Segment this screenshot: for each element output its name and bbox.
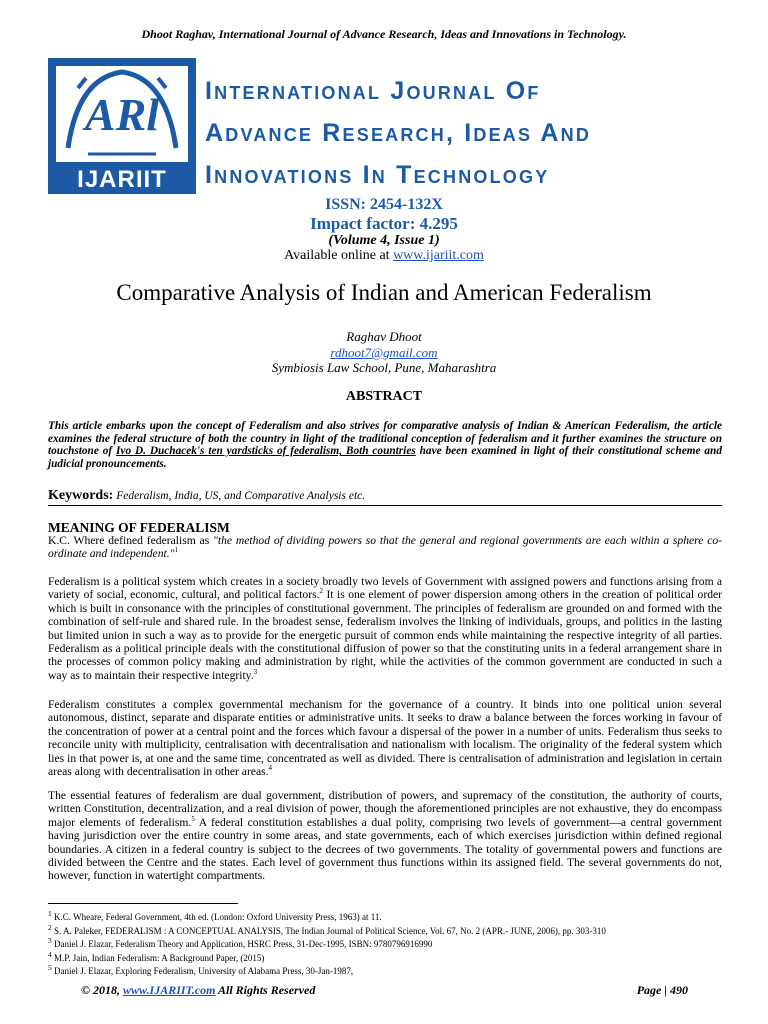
- footnote-number: 3: [48, 936, 52, 946]
- footnote-marker: 5: [191, 814, 195, 823]
- paper-title: Comparative Analysis of Indian and American Federalism: [116, 280, 652, 305]
- paragraph-text: The essential features of federalism are dual government, distribution of powers, and supremacy of the constitution, the authority of courts, written Constitution, decentralization, and a real division of power, though the aforementioned principles are not exhaustive, they do encompass major elements of federalism.: [48, 789, 722, 829]
- footnote-text: K.C. Wheare, Federal Government, 4th ed. (London: Oxford University Press, 1963) at 11.: [51, 912, 382, 922]
- journal-title-line: International Journal Of: [205, 77, 541, 105]
- logo-mark-icon: [48, 58, 196, 166]
- abstract-heading: ABSTRACT: [345, 389, 423, 404]
- footnote: [48, 950, 722, 964]
- abstract-text: [48, 420, 722, 470]
- body-paragraph: [48, 698, 722, 778]
- volume-issue: (Volume 4, Issue 1): [328, 233, 440, 248]
- keywords: [48, 488, 722, 504]
- available-prefix: Available online at: [284, 248, 394, 263]
- footnote-text: Daniel J. Elazar, Exploring Federalism, University of Alabama Press, 30-Jan-1987,: [51, 966, 354, 977]
- footnote-number: 2: [48, 922, 52, 932]
- body-paragraph: [48, 575, 722, 682]
- body-paragraph: [48, 789, 722, 883]
- definition-quote: "the method of dividing powers so that the general and regional governments are each within a sphere co- ordinate and independent.": [48, 534, 722, 561]
- journal-website-link[interactable]: www.ijariit.com: [393, 248, 484, 263]
- body-paragraph: [48, 534, 722, 561]
- page-footer: [0, 983, 768, 1003]
- author-email-link[interactable]: rdhoot7@gmail.com: [330, 345, 438, 360]
- logo-wordmark: IJARIIT: [77, 166, 167, 193]
- paragraph-text: A federal constitution establishes a dual polity, comprising two levels of government—a central government having jurisdiction over the entire country in some areas, and state governments, each of which exercises jurisdiction within defined regional boundaries. A citizen in a federal country is subject to the decrees of two governments. The totality of governmental powers and functions are divided between the Centre and the states. Each level of government thus functions within its assigned field. The several governments do not, however, function in watertight compartments.: [48, 815, 722, 883]
- footnote-number: 1: [48, 909, 52, 918]
- abstract-text-part: have been examined in light of their constitutional scheme and judicial pronouncements.: [48, 445, 722, 470]
- available-online: [0, 248, 768, 264]
- footnote-marker: 2: [319, 587, 323, 596]
- keywords-value: Federalism, India, US, and Comparative Analysis etc.: [113, 490, 366, 502]
- journal-masthead: [48, 58, 728, 194]
- footnote-text: S. A. Paleker, FEDERALISM : A CONCEPTUAL ANALYSIS, The Indian Journal of Political Science, Vol. 67, No. 2 (APR.- JUNE, 2006), pp. 303-310: [51, 925, 606, 936]
- footnote: [48, 936, 722, 950]
- journal-title: [205, 70, 745, 196]
- paragraph-text: K.C. Where defined federalism as: [48, 534, 214, 547]
- paragraph-text: It is one element of power dispersion among others in the creation of political order which is built in consonance with the principles of constitutional government. The principles of federalism are grounded on and formed with the combination of self-rule and shared rule. In the broadest sense, federalism involves the linking of individuals, groups, and politics in the lasting but limited union in such a way as to provide for the energetic pursuit of common ends while maintaining the respective integrity of all parties. Federalism as a political principle deals with the constitutional diffusion of power so that the constituting units in a federal arrangement share in the processes of common policy making and administration by right, while the activities of the common government are conducted in such a way as to maintain their respective integrity.: [48, 588, 722, 682]
- journal-logo: [48, 58, 196, 194]
- paragraph-text: Federalism constitutes a complex governmental mechanism for the governance of a country. It binds into one political union several autonomous, distinct, separate and disparate entities or administrative units. It seeks to draw a balance between the forces working in favour of the concentration of power at a central point and the forces which favour a dispersal of the power in a number of units. Federalism thus seeks to reconcile unity with multiplicity, centralisation with decentralisation and nationalism with localism. The originality of the federal system which lies in that power is, at one and the same time, concentrated as well as divided. There is centralisation of administration and legislation in certain areas along with decentralisation in other areas.: [48, 698, 722, 779]
- impact-factor: Impact factor: 4.295: [310, 214, 458, 233]
- footnote-text: Daniel J. Elazar, Federalism Theory and Application, HSRC Press, 31-Dec-1995, ISBN: 9780796916990: [51, 939, 433, 950]
- section-heading: MEANING OF FEDERALISM: [48, 520, 230, 535]
- page-number: Page | 490: [636, 983, 688, 997]
- footer-website-link[interactable]: www.IJARIIT.com: [122, 983, 216, 997]
- author-affiliation: Symbiosis Law School, Pune, Maharashtra: [271, 360, 497, 375]
- footnote: [48, 909, 722, 923]
- abstract-text-part: This article embarks upon the concept of Federalism and also strives for comparative analysis of Indian & American Federalism, the article examines the federal structure of both the country in light of the traditional conception of federalism and it further examines the structure on touchstone of: [48, 420, 722, 458]
- copyright-prefix: © 2018,: [81, 983, 123, 997]
- copyright-suffix: All Rights Reserved: [215, 983, 316, 997]
- footnote-marker: 4: [268, 764, 273, 773]
- footnote-number: 5: [48, 963, 52, 973]
- footnote-text: M.P. Jain, Indian Federalism: A Background Paper, (2015): [51, 952, 265, 963]
- running-head: Dhoot Raghav, International Journal of Advance Research, Ideas and Innovations in Technology.: [141, 27, 627, 41]
- footnotes: [48, 909, 722, 977]
- footnote-marker: 1: [174, 546, 178, 555]
- footnote: [48, 923, 722, 937]
- keywords-label: Keywords:: [48, 488, 114, 503]
- author-name: Raghav Dhoot: [346, 329, 422, 344]
- footnote-number: 4: [48, 949, 52, 959]
- journal-title-line: Advance Research, Ideas And: [205, 119, 592, 147]
- footnote: [48, 963, 722, 977]
- copyright: [81, 983, 315, 998]
- keywords-divider: [48, 505, 722, 506]
- abstract-underlined-text: Ivo D. Duchacek's ten yardsticks of federalism, Both countries: [116, 445, 416, 458]
- footnote-divider: [48, 903, 238, 904]
- issn: ISSN: 2454-132X: [325, 196, 443, 213]
- svg-text:ARl: ARl: [84, 89, 160, 140]
- paragraph-text: Federalism is a political system which creates in a society broadly two levels of Government with assigned powers and functions arising from a variety of social, economic, cultural, and political factors.: [48, 575, 722, 602]
- journal-title-line: Innovations In Technology: [205, 161, 550, 189]
- footnote-marker: 3: [253, 667, 258, 676]
